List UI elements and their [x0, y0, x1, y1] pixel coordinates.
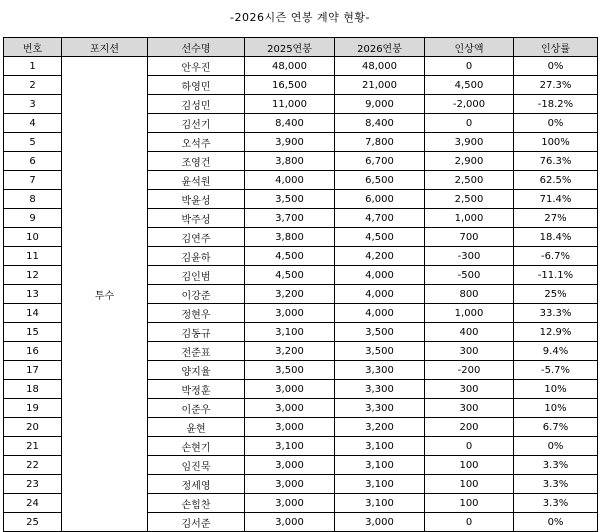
table-row	[4, 57, 598, 76]
header-salary-2026: 2026연봉	[335, 38, 425, 57]
cell-salary-2026: 3,100	[335, 475, 425, 494]
cell-raise-rate: 27.3%	[514, 76, 598, 95]
cell-salary-2025: 8,400	[245, 114, 335, 133]
cell-number: 5	[4, 133, 62, 152]
cell-raise-amount: -200	[425, 361, 514, 380]
cell-salary-2025: 11,000	[245, 95, 335, 114]
cell-raise-rate: 27%	[514, 209, 598, 228]
cell-raise-amount: 1,000	[425, 209, 514, 228]
cell-raise-rate: 0%	[514, 437, 598, 456]
cell-player-name: 이준우	[148, 399, 245, 418]
cell-raise-rate: -6.7%	[514, 247, 598, 266]
cell-player-name: 윤석원	[148, 171, 245, 190]
cell-raise-amount: 1,000	[425, 304, 514, 323]
cell-raise-rate: 76.3%	[514, 152, 598, 171]
cell-salary-2025: 3,000	[245, 456, 335, 475]
cell-raise-rate: 33.3%	[514, 304, 598, 323]
cell-raise-rate: -18.2%	[514, 95, 598, 114]
cell-salary-2025: 3,000	[245, 475, 335, 494]
cell-player-name: 오석주	[148, 133, 245, 152]
cell-player-name: 손현기	[148, 437, 245, 456]
cell-salary-2025: 3,700	[245, 209, 335, 228]
cell-number: 21	[4, 437, 62, 456]
cell-raise-rate: 0%	[514, 114, 598, 133]
cell-salary-2025: 16,500	[245, 76, 335, 95]
cell-raise-amount: 300	[425, 399, 514, 418]
cell-raise-rate: 6.7%	[514, 418, 598, 437]
cell-raise-amount: 100	[425, 475, 514, 494]
cell-salary-2026: 4,000	[335, 285, 425, 304]
cell-salary-2026: 4,500	[335, 228, 425, 247]
cell-raise-amount: 2,500	[425, 171, 514, 190]
cell-position: 투수	[62, 57, 148, 532]
cell-player-name: 안우진	[148, 57, 245, 76]
header-position: 포지션	[62, 38, 148, 57]
header-salary-2025: 2025연봉	[245, 38, 335, 57]
cell-number: 18	[4, 380, 62, 399]
cell-raise-amount: 100	[425, 494, 514, 513]
cell-salary-2025: 4,500	[245, 266, 335, 285]
cell-player-name: 이강준	[148, 285, 245, 304]
cell-number: 10	[4, 228, 62, 247]
cell-number: 22	[4, 456, 62, 475]
header-row	[4, 38, 598, 57]
cell-raise-amount: 2,900	[425, 152, 514, 171]
cell-raise-rate: 0%	[514, 513, 598, 532]
cell-raise-rate: 0%	[514, 57, 598, 76]
cell-salary-2026: 3,300	[335, 399, 425, 418]
cell-raise-amount: -300	[425, 247, 514, 266]
cell-raise-amount: -2,000	[425, 95, 514, 114]
cell-number: 2	[4, 76, 62, 95]
cell-number: 7	[4, 171, 62, 190]
cell-raise-rate: 100%	[514, 133, 598, 152]
cell-salary-2026: 4,000	[335, 304, 425, 323]
cell-salary-2026: 48,000	[335, 57, 425, 76]
cell-number: 8	[4, 190, 62, 209]
cell-number: 1	[4, 57, 62, 76]
cell-number: 14	[4, 304, 62, 323]
cell-raise-rate: 12.9%	[514, 323, 598, 342]
cell-salary-2026: 3,300	[335, 361, 425, 380]
cell-number: 20	[4, 418, 62, 437]
cell-player-name: 정현우	[148, 304, 245, 323]
cell-salary-2026: 4,200	[335, 247, 425, 266]
cell-salary-2025: 3,500	[245, 190, 335, 209]
cell-raise-amount: 800	[425, 285, 514, 304]
cell-number: 4	[4, 114, 62, 133]
cell-salary-2026: 21,000	[335, 76, 425, 95]
cell-player-name: 김윤하	[148, 247, 245, 266]
cell-salary-2025: 4,000	[245, 171, 335, 190]
cell-raise-amount: 0	[425, 437, 514, 456]
cell-salary-2025: 3,000	[245, 399, 335, 418]
cell-salary-2026: 6,500	[335, 171, 425, 190]
cell-number: 24	[4, 494, 62, 513]
cell-number: 6	[4, 152, 62, 171]
cell-raise-rate: -11.1%	[514, 266, 598, 285]
cell-raise-amount: -500	[425, 266, 514, 285]
cell-player-name: 김연주	[148, 228, 245, 247]
cell-salary-2026: 3,100	[335, 494, 425, 513]
cell-raise-amount: 2,500	[425, 190, 514, 209]
cell-raise-amount: 4,500	[425, 76, 514, 95]
cell-salary-2026: 3,000	[335, 513, 425, 532]
cell-raise-rate: 3.3%	[514, 456, 598, 475]
header-player-name: 선수명	[148, 38, 245, 57]
cell-salary-2026: 3,200	[335, 418, 425, 437]
cell-raise-rate: -5.7%	[514, 361, 598, 380]
cell-raise-amount: 300	[425, 342, 514, 361]
cell-number: 17	[4, 361, 62, 380]
cell-player-name: 임진묵	[148, 456, 245, 475]
cell-number: 3	[4, 95, 62, 114]
cell-player-name: 정세영	[148, 475, 245, 494]
cell-player-name: 전준표	[148, 342, 245, 361]
cell-salary-2025: 48,000	[245, 57, 335, 76]
cell-salary-2025: 3,100	[245, 323, 335, 342]
cell-player-name: 양지율	[148, 361, 245, 380]
table-body	[4, 57, 598, 532]
document-title: -2026시즌 연봉 계약 현황-	[230, 11, 370, 24]
cell-raise-rate: 3.3%	[514, 494, 598, 513]
cell-salary-2026: 3,100	[335, 437, 425, 456]
header-raise-amount: 인상액	[425, 38, 514, 57]
cell-salary-2026: 7,800	[335, 133, 425, 152]
cell-salary-2026: 9,000	[335, 95, 425, 114]
cell-salary-2025: 3,000	[245, 304, 335, 323]
cell-raise-amount: 400	[425, 323, 514, 342]
cell-salary-2025: 4,500	[245, 247, 335, 266]
cell-player-name: 김동규	[148, 323, 245, 342]
cell-salary-2026: 3,100	[335, 456, 425, 475]
cell-salary-2026: 3,500	[335, 342, 425, 361]
cell-raise-amount: 300	[425, 380, 514, 399]
cell-player-name: 조영건	[148, 152, 245, 171]
cell-raise-amount: 0	[425, 513, 514, 532]
cell-number: 16	[4, 342, 62, 361]
cell-player-name: 박주성	[148, 209, 245, 228]
cell-salary-2025: 3,000	[245, 418, 335, 437]
cell-raise-amount: 0	[425, 57, 514, 76]
cell-raise-amount: 700	[425, 228, 514, 247]
cell-salary-2025: 3,000	[245, 513, 335, 532]
cell-salary-2025: 3,000	[245, 494, 335, 513]
header-number: 번호	[4, 38, 62, 57]
cell-salary-2025: 3,100	[245, 437, 335, 456]
cell-salary-2025: 3,800	[245, 152, 335, 171]
cell-player-name: 김선기	[148, 114, 245, 133]
cell-salary-2026: 4,700	[335, 209, 425, 228]
cell-salary-2025: 3,800	[245, 228, 335, 247]
cell-number: 23	[4, 475, 62, 494]
cell-player-name: 박윤성	[148, 190, 245, 209]
cell-raise-rate: 10%	[514, 399, 598, 418]
cell-raise-amount: 200	[425, 418, 514, 437]
cell-number: 13	[4, 285, 62, 304]
cell-raise-rate: 71.4%	[514, 190, 598, 209]
cell-player-name: 손힘찬	[148, 494, 245, 513]
header-raise-rate: 인상률	[514, 38, 598, 57]
cell-player-name: 김인범	[148, 266, 245, 285]
cell-number: 9	[4, 209, 62, 228]
cell-raise-amount: 100	[425, 456, 514, 475]
cell-salary-2025: 3,000	[245, 380, 335, 399]
cell-salary-2025: 3,900	[245, 133, 335, 152]
cell-salary-2025: 3,500	[245, 361, 335, 380]
cell-number: 25	[4, 513, 62, 532]
cell-player-name: 김성민	[148, 95, 245, 114]
cell-player-name: 박정훈	[148, 380, 245, 399]
cell-salary-2026: 8,400	[335, 114, 425, 133]
cell-player-name: 김서준	[148, 513, 245, 532]
cell-raise-amount: 0	[425, 114, 514, 133]
cell-number: 15	[4, 323, 62, 342]
cell-raise-rate: 3.3%	[514, 475, 598, 494]
cell-number: 19	[4, 399, 62, 418]
cell-raise-amount: 3,900	[425, 133, 514, 152]
cell-salary-2026: 3,300	[335, 380, 425, 399]
cell-raise-rate: 18.4%	[514, 228, 598, 247]
cell-player-name: 윤현	[148, 418, 245, 437]
cell-player-name: 하영민	[148, 76, 245, 95]
salary-table	[3, 37, 598, 532]
cell-raise-rate: 62.5%	[514, 171, 598, 190]
cell-raise-rate: 10%	[514, 380, 598, 399]
cell-salary-2026: 6,700	[335, 152, 425, 171]
cell-raise-rate: 9.4%	[514, 342, 598, 361]
cell-number: 11	[4, 247, 62, 266]
cell-salary-2026: 3,500	[335, 323, 425, 342]
cell-number: 12	[4, 266, 62, 285]
cell-salary-2026: 4,000	[335, 266, 425, 285]
cell-salary-2025: 3,200	[245, 342, 335, 361]
cell-salary-2026: 6,000	[335, 190, 425, 209]
cell-raise-rate: 25%	[514, 285, 598, 304]
cell-salary-2025: 3,200	[245, 285, 335, 304]
